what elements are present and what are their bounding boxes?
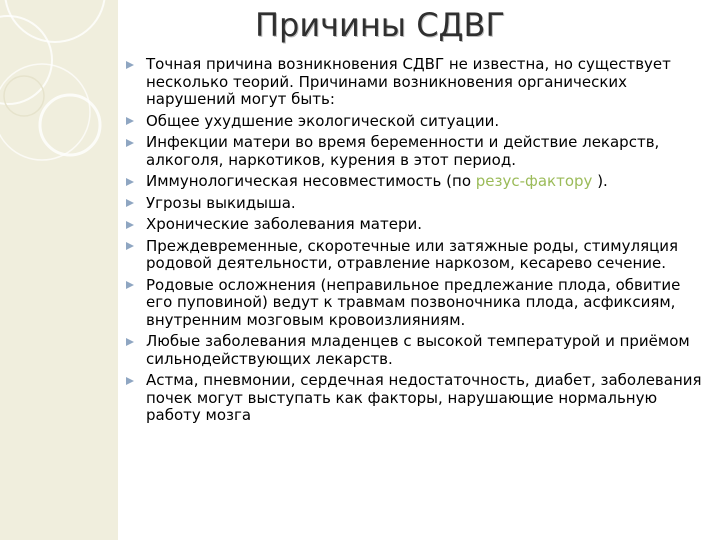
bullet-item [122,195,702,213]
bullet-text: ). [592,172,608,190]
rh-factor-link[interactable]: резус-фактору [475,172,593,190]
bullet-item [122,238,702,273]
bullet-arrow-icon [126,139,134,147]
decorative-side-band [0,0,118,540]
bullet-item [122,173,702,191]
bullet-item [122,277,702,330]
bullet-item [122,216,702,234]
bullet-text: Угрозы выкидыша. [146,193,296,212]
bullet-text: Родовые осложнения (неправильное предлежание плода, обвитие его пуповиной) ведут к травмам позвоночника плода, асфиксиям, внутренним мозговым кровоизлияниям. [146,275,681,329]
bullet-text: Иммунологическая несовместимость (по [146,172,476,190]
bullet-item [122,333,702,368]
bullet-arrow-icon [126,117,134,125]
bullet-text: Общее ухудшение экологической ситуации. [146,111,500,130]
bullet-text: Инфекции матери во время беременности и действие лекарств, алкоголя, наркотиков, курения в этот период. [146,133,660,169]
bullet-item [122,134,702,169]
bullet-arrow-icon [126,221,134,229]
bullet-text: Хронические заболевания матери. [146,215,422,233]
bullet-item [122,56,702,109]
bullet-arrow-icon [126,178,134,186]
bullet-arrow-icon [126,199,134,207]
bullet-item [122,372,702,425]
bullet-arrow-icon [126,377,134,385]
bullet-item [122,113,702,131]
bullet-arrow-icon [126,281,134,289]
bullet-arrow-icon [126,61,134,69]
bullet-text: Любые заболевания младенцев с высокой температурой и приёмом сильнодействующих лекарств. [146,332,690,368]
bullet-text: Точная причина возникновения СДВГ не известна, но существует несколько теорий. Причинами возникновения органических нарушений могут быть: [146,55,671,108]
slide-title: Причины СДВГ [254,6,506,44]
bullet-arrow-icon [126,338,134,346]
bullet-text: Астма, пневмонии, сердечная недостаточность, диабет, заболевания почек могут выступать как факторы, нарушающие нормальную работу мозга [146,371,702,424]
bullet-arrow-icon [126,242,134,250]
bullet-list [122,56,702,429]
bullet-text: Преждевременные, скоротечные или затяжные роды, стимуляция родовой деятельности, отравление наркозом, кесарево сечение. [146,236,679,272]
decorative-circles-graphic [0,0,118,540]
